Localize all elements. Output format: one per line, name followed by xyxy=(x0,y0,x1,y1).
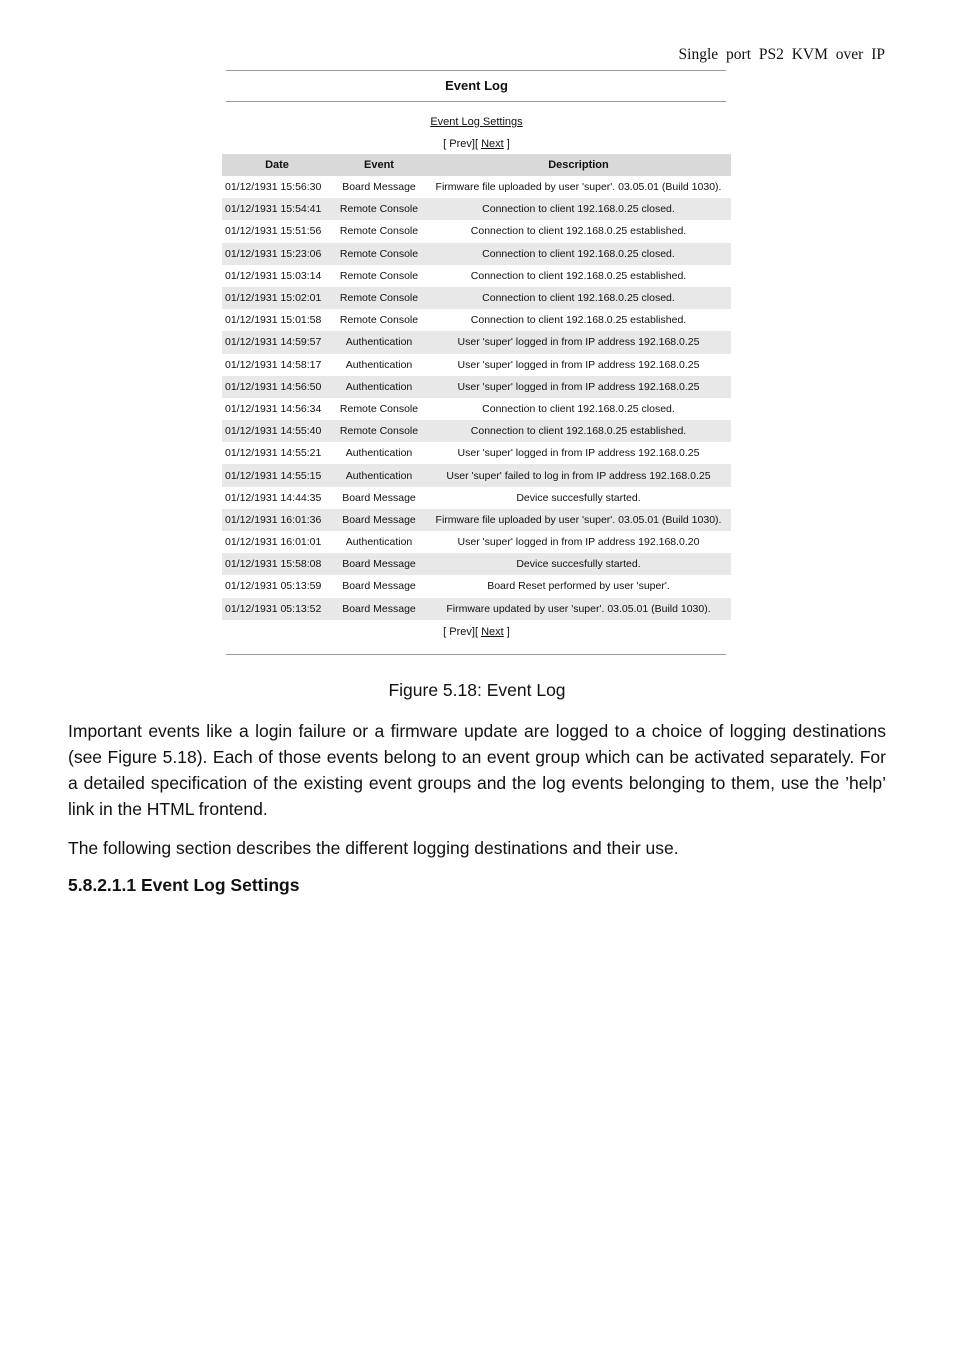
column-header-event: Event xyxy=(332,154,426,176)
log-event-cell: Board Message xyxy=(332,553,426,575)
table-row xyxy=(222,464,731,486)
pager-close: ] xyxy=(506,625,510,638)
log-event-cell: Authentication xyxy=(332,376,426,398)
log-event-cell: Authentication xyxy=(345,536,413,549)
log-description-cell: User 'super' logged in from IP address 192.168.0.25 xyxy=(457,358,700,371)
pager-close: ] xyxy=(506,138,510,150)
body-paragraph: The following section describes the different logging destinations and their use. xyxy=(68,838,679,858)
pager-sep: ][ xyxy=(471,138,479,150)
table-row xyxy=(222,420,731,442)
log-date-cell: 01/12/1931 15:51:56 xyxy=(225,225,322,238)
log-event-cell: Authentication xyxy=(332,331,426,353)
log-date-cell: 01/12/1931 15:02:01 xyxy=(222,287,332,309)
table-row xyxy=(222,265,731,287)
log-date-cell: 01/12/1931 05:13:59 xyxy=(225,580,322,593)
log-date-cell: 01/12/1931 15:56:30 xyxy=(225,181,322,194)
log-date-cell: 01/12/1931 15:54:41 xyxy=(222,198,332,220)
log-event-cell: Remote Console xyxy=(332,243,426,265)
table-row xyxy=(222,553,731,575)
log-date-cell: 01/12/1931 15:23:06 xyxy=(222,243,332,265)
column-header-description: Description xyxy=(426,154,731,176)
log-description-cell: User 'super' logged in from IP address 192.168.0.20 xyxy=(457,536,700,549)
log-description-cell: Connection to client 192.168.0.25 established. xyxy=(470,269,687,282)
log-description-cell: Connection to client 192.168.0.25 closed. xyxy=(482,402,675,415)
next-link[interactable]: Next xyxy=(481,625,504,638)
column-header-date: Date xyxy=(222,154,332,176)
log-date-cell: 01/12/1931 14:44:35 xyxy=(225,491,322,504)
log-description-cell: Board Reset performed by user 'super'. xyxy=(487,580,670,593)
log-date-cell: 01/12/1931 14:55:21 xyxy=(225,447,322,460)
table-row xyxy=(222,243,731,265)
table-row xyxy=(222,487,731,509)
log-date-cell: 01/12/1931 15:58:08 xyxy=(222,553,332,575)
table-row xyxy=(222,309,731,331)
log-description-cell: Firmware file uploaded by user 'super'. 03.05.01 (Build 1030). xyxy=(435,181,722,194)
log-event-cell: Board Message xyxy=(342,580,416,593)
table-row xyxy=(222,376,731,398)
log-event-cell: Board Message xyxy=(342,491,416,504)
table-row xyxy=(222,220,731,242)
table-row xyxy=(222,575,731,597)
log-event-cell: Board Message xyxy=(342,181,416,194)
table-row xyxy=(222,354,731,376)
pager-top xyxy=(222,134,731,154)
log-date-cell: 01/12/1931 16:01:01 xyxy=(225,536,322,549)
log-date-cell: 01/12/1931 15:01:58 xyxy=(225,314,322,327)
log-date-cell: 01/12/1931 14:56:34 xyxy=(225,402,322,415)
event-log-table xyxy=(222,154,731,620)
log-event-cell: Authentication xyxy=(332,464,426,486)
pager-open: [ xyxy=(443,138,447,150)
pager-open: [ xyxy=(443,625,447,638)
table-row xyxy=(222,442,731,464)
log-description-cell: Firmware file uploaded by user 'super'. 03.05.01 (Build 1030). xyxy=(426,509,731,531)
figure-caption: Figure 5.18: Event Log xyxy=(388,680,566,700)
pager-bottom xyxy=(222,622,731,642)
table-row xyxy=(222,331,731,353)
log-event-cell: Remote Console xyxy=(339,314,419,327)
table-row xyxy=(222,398,731,420)
next-link[interactable]: Next xyxy=(481,138,504,150)
log-description-cell: Connection to client 192.168.0.25 closed. xyxy=(426,243,731,265)
log-event-cell: Remote Console xyxy=(339,225,419,238)
log-date-cell: 01/12/1931 14:55:15 xyxy=(222,464,332,486)
log-event-cell: Remote Console xyxy=(339,269,419,282)
log-date-cell: 01/12/1931 14:55:40 xyxy=(222,420,332,442)
log-description-cell: Connection to client 192.168.0.25 established. xyxy=(470,225,687,238)
log-event-cell: Remote Console xyxy=(339,402,419,415)
log-description-cell: Device succesfully started. xyxy=(516,491,641,504)
log-date-cell: 01/12/1931 14:59:57 xyxy=(222,331,332,353)
log-date-cell: 01/12/1931 05:13:52 xyxy=(222,598,332,620)
log-event-cell: Board Message xyxy=(332,509,426,531)
log-event-cell: Authentication xyxy=(345,358,413,371)
title-divider xyxy=(226,101,726,102)
table-row xyxy=(222,287,731,309)
log-event-cell: Remote Console xyxy=(332,287,426,309)
prev-link[interactable]: Prev xyxy=(449,625,472,638)
prev-link[interactable]: Prev xyxy=(449,138,472,150)
log-description-cell: User 'super' logged in from IP address 192.168.0.25 xyxy=(457,447,700,460)
log-description-cell: User 'super' failed to log in from IP address 192.168.0.25 xyxy=(426,464,731,486)
table-row xyxy=(222,198,731,220)
table-header-row xyxy=(222,154,731,176)
log-date-cell: 01/12/1931 14:56:50 xyxy=(222,376,332,398)
event-log-settings-link[interactable]: Event Log Settings xyxy=(430,116,523,128)
table-row xyxy=(222,531,731,553)
log-description-cell: Connection to client 192.168.0.25 established. xyxy=(470,314,687,327)
log-event-cell: Board Message xyxy=(332,598,426,620)
log-date-cell: 01/12/1931 14:58:17 xyxy=(225,358,322,371)
table-row xyxy=(222,509,731,531)
event-log-title: Event Log xyxy=(445,78,508,93)
log-date-cell: 01/12/1931 16:01:36 xyxy=(222,509,332,531)
table-row xyxy=(222,598,731,620)
event-log-rows xyxy=(222,176,731,620)
running-header: Single port PS2 KVM over IP xyxy=(678,46,885,63)
log-description-cell: Connection to client 192.168.0.25 closed. xyxy=(426,198,731,220)
table-row xyxy=(222,176,731,198)
log-description-cell: User 'super' logged in from IP address 192.168.0.25 xyxy=(426,331,731,353)
log-event-cell: Authentication xyxy=(345,447,413,460)
log-event-cell: Remote Console xyxy=(332,198,426,220)
log-description-cell: Firmware updated by user 'super'. 03.05.01 (Build 1030). xyxy=(426,598,731,620)
log-date-cell: 01/12/1931 15:03:14 xyxy=(225,269,322,282)
log-event-cell: Remote Console xyxy=(332,420,426,442)
log-description-cell: Device succesfully started. xyxy=(426,553,731,575)
event-log-figure xyxy=(222,70,731,655)
log-description-cell: Connection to client 192.168.0.25 closed. xyxy=(426,287,731,309)
bottom-divider xyxy=(226,654,726,655)
section-heading: 5.8.2.1.1 Event Log Settings xyxy=(68,875,300,895)
log-description-cell: User 'super' logged in from IP address 192.168.0.25 xyxy=(426,376,731,398)
pager-sep: ][ xyxy=(471,625,479,638)
body-paragraph: Important events like a login failure or a firmware update are logged to a choice of logging destinations (see Figure 5.18). Each of those events belong to an event group which can be activated separately. For a detailed specification of the existing event groups and the log events belonging to them, use the ’help’ link in the HTML frontend. xyxy=(68,721,886,819)
log-description-cell: Connection to client 192.168.0.25 established. xyxy=(426,420,731,442)
